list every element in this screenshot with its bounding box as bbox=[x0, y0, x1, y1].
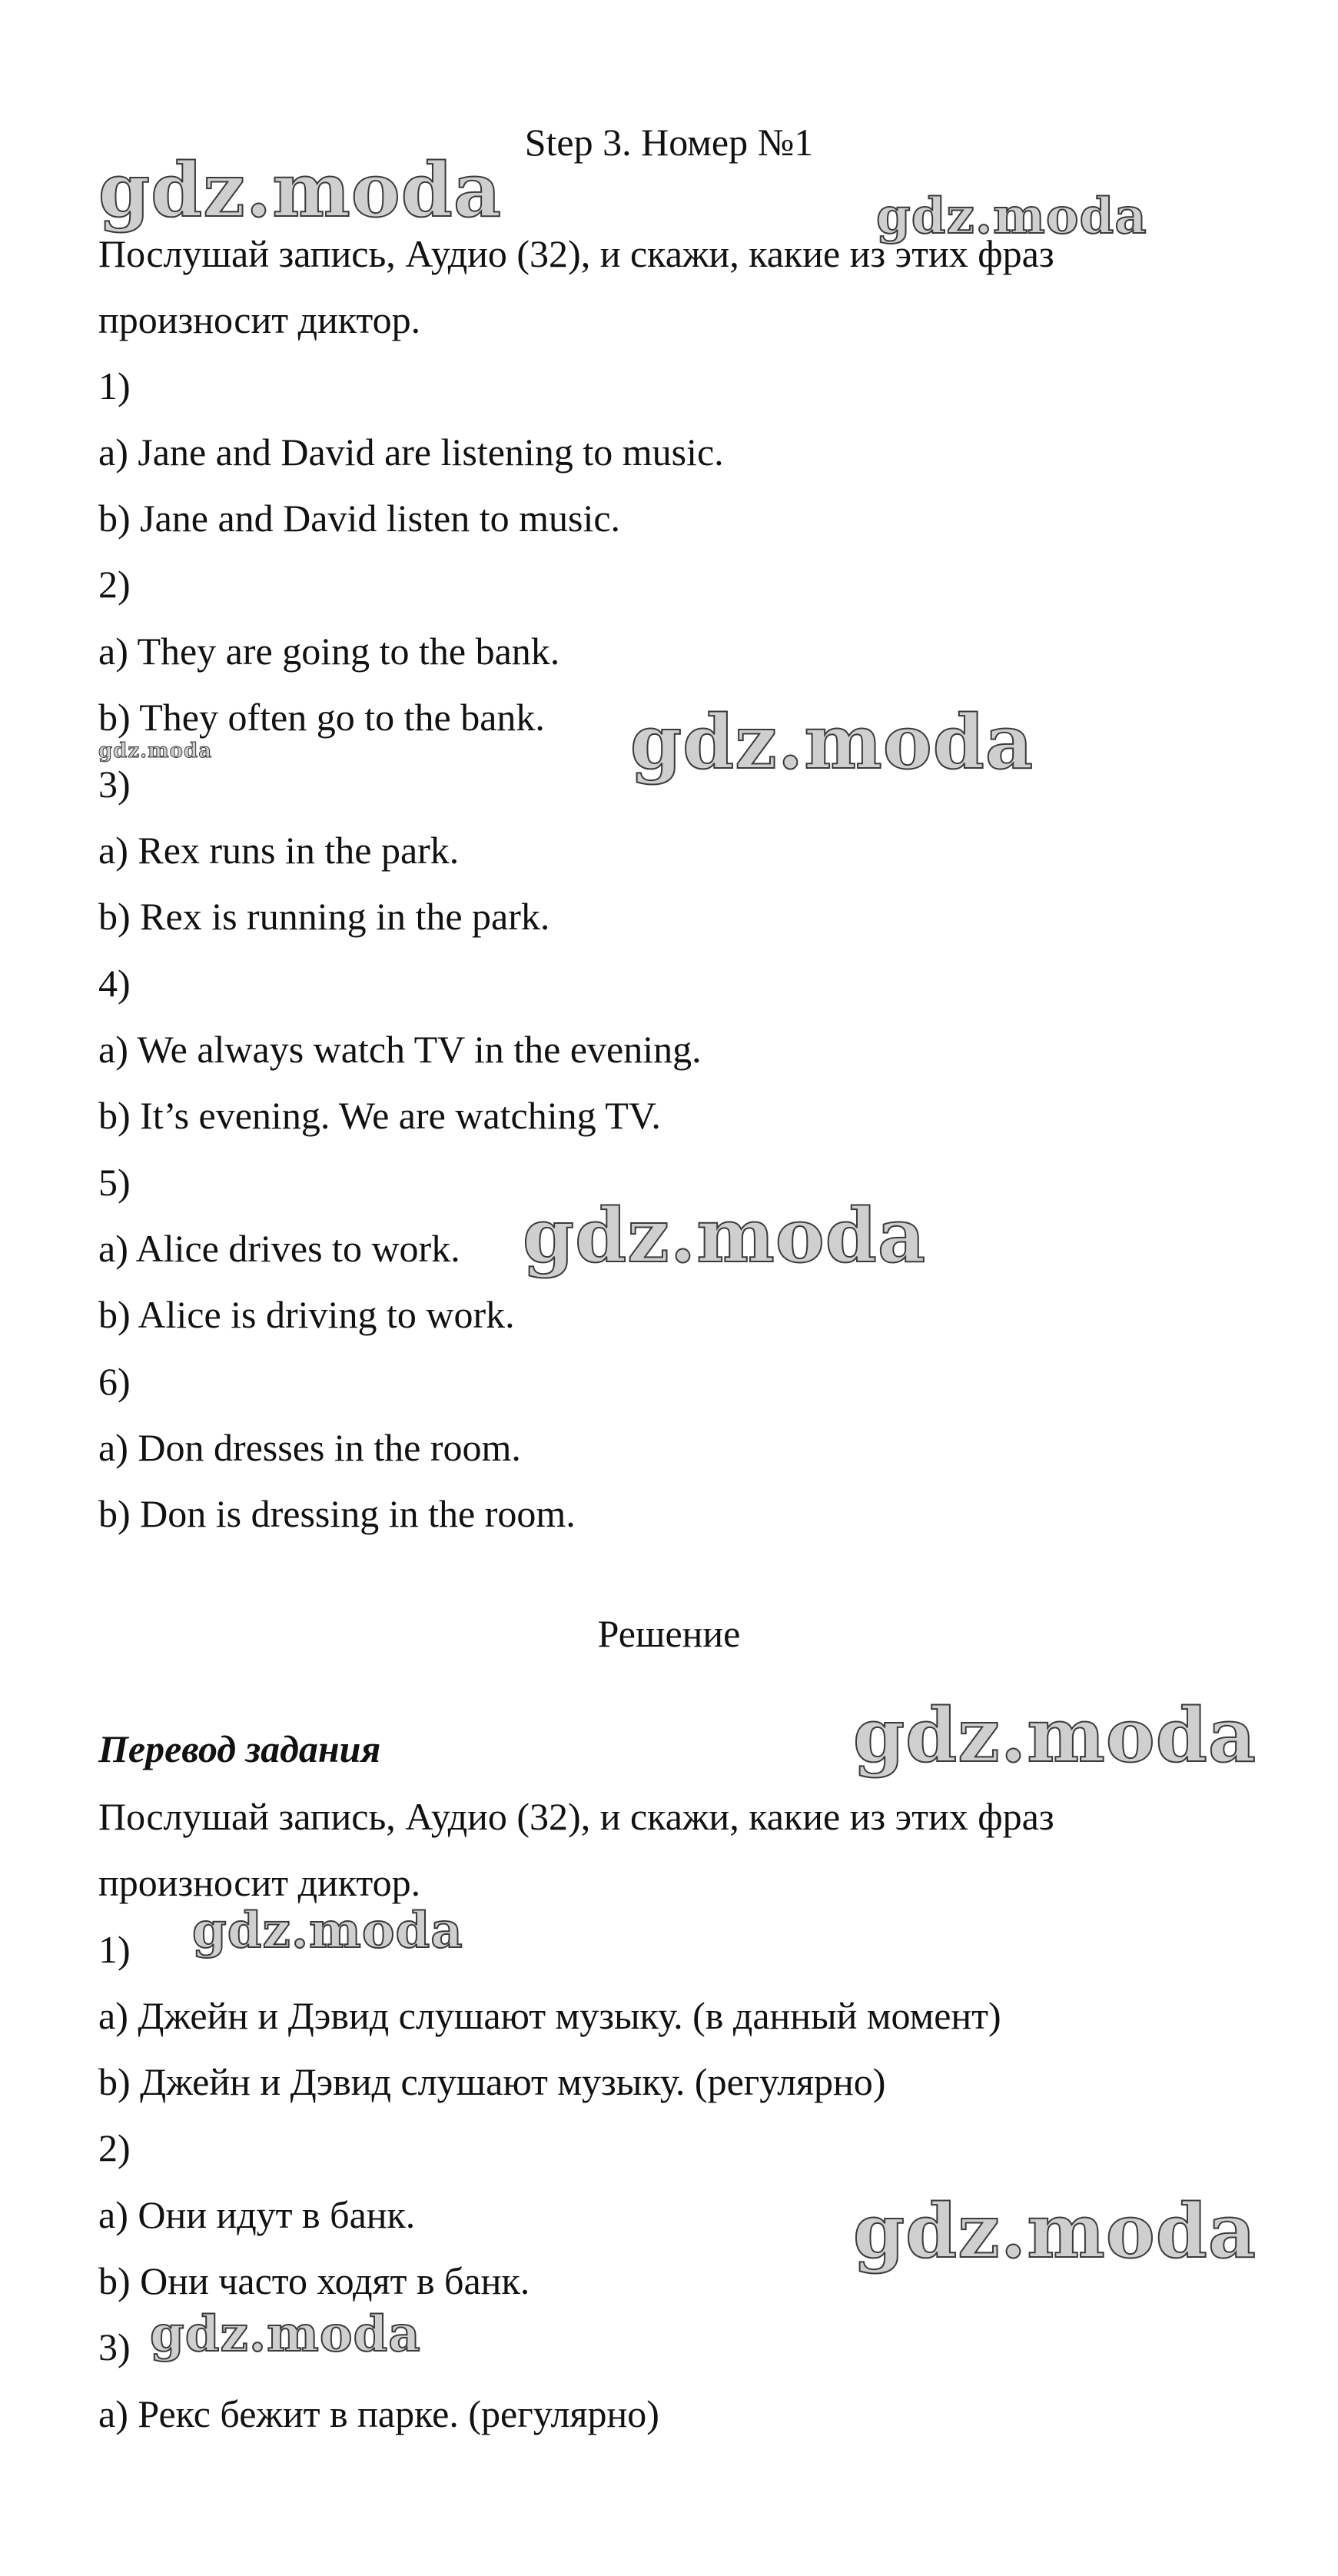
solution-item-2-number: 2) bbox=[98, 2126, 131, 2169]
page-title: Step 3. Номер №1 bbox=[524, 121, 814, 164]
solution-instruction-line-2: произносит диктор. bbox=[98, 1861, 421, 1904]
solution-item-3-option-a: a) Рекс бежит в парке. (регулярно) bbox=[98, 2392, 659, 2435]
watermark-logo: gdz.moda bbox=[150, 2305, 421, 2363]
watermark-logo: gdz.moda bbox=[192, 1902, 463, 1959]
watermark-logo: gdz.moda bbox=[630, 699, 1034, 786]
solution-item-2-option-a: a) Они идут в банк. bbox=[98, 2193, 416, 2236]
task-item-3-number: 3) bbox=[98, 763, 131, 806]
task-item-1-option-a: a) Jane and David are listening to music. bbox=[98, 430, 724, 474]
task-item-6-option-a: a) Don dresses in the room. bbox=[98, 1426, 521, 1469]
watermark-logo: gdz.moda bbox=[98, 147, 503, 234]
task-instruction-line-1: Послушай запись, Аудио (32), и скажи, какие из этих фраз bbox=[98, 232, 1054, 275]
task-item-5-option-b: b) Alice is driving to work. bbox=[98, 1293, 515, 1336]
task-item-1-number: 1) bbox=[98, 364, 131, 407]
task-item-4-number: 4) bbox=[98, 962, 131, 1005]
task-item-2-number: 2) bbox=[98, 563, 131, 606]
watermark-logo: gdz.moda bbox=[98, 740, 213, 763]
watermark-logo: gdz.moda bbox=[853, 1692, 1257, 1779]
task-item-4-option-a: a) We always watch TV in the evening. bbox=[98, 1028, 702, 1071]
task-item-6-number: 6) bbox=[98, 1360, 131, 1403]
solution-title: Решение bbox=[597, 1612, 741, 1655]
watermark-logo: gdz.moda bbox=[853, 2188, 1257, 2275]
solution-item-1-option-a: a) Джейн и Дэвид слушают музыку. (в данный момент) bbox=[98, 1994, 1001, 2037]
task-item-6-option-b: b) Don is dressing in the room. bbox=[98, 1492, 576, 1535]
watermark-logo: gdz.moda bbox=[523, 1192, 927, 1279]
solution-item-3-number: 3) bbox=[98, 2325, 131, 2368]
solution-item-1-number: 1) bbox=[98, 1928, 131, 1971]
task-item-1-option-b: b) Jane and David listen to music. bbox=[98, 497, 621, 540]
watermark-logo: gdz.moda bbox=[876, 188, 1147, 245]
task-item-2-option-b: b) They often go to the bank. bbox=[98, 696, 545, 739]
task-item-5-option-a: a) Alice drives to work. bbox=[98, 1227, 460, 1270]
task-instruction-line-2: произносит диктор. bbox=[98, 298, 421, 341]
solution-item-1-option-b: b) Джейн и Дэвид слушают музыку. (регулярно) bbox=[98, 2060, 886, 2103]
task-item-3-option-b: b) Rex is running in the park. bbox=[98, 895, 550, 938]
solution-item-2-option-b: b) Они часто ходят в банк. bbox=[98, 2259, 530, 2302]
task-item-2-option-a: a) They are going to the bank. bbox=[98, 630, 560, 673]
translation-heading: Перевод задания bbox=[98, 1727, 381, 1770]
task-item-5-number: 5) bbox=[98, 1161, 131, 1204]
task-item-3-option-a: a) Rex runs in the park. bbox=[98, 829, 460, 872]
solution-instruction-line-1: Послушай запись, Аудио (32), и скажи, какие из этих фраз bbox=[98, 1795, 1054, 1838]
task-item-4-option-b: b) It’s evening. We are watching TV. bbox=[98, 1094, 661, 1137]
